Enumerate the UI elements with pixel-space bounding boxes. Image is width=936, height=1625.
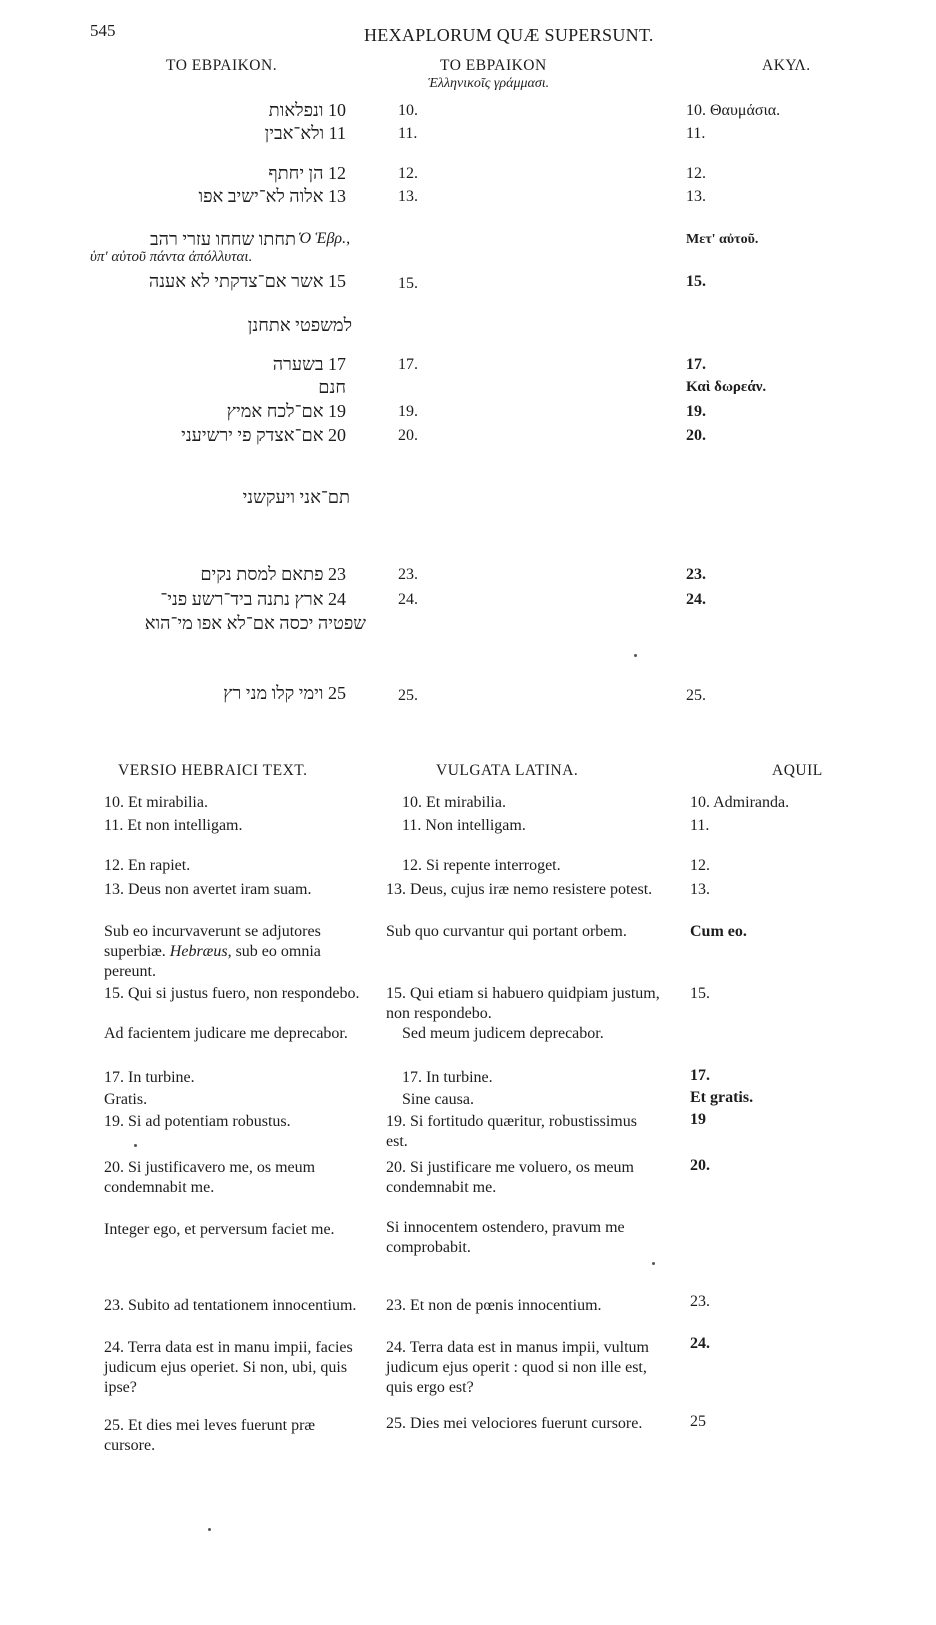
hebrew-verse-19: 19 אם־לכח אמיץ (226, 401, 346, 421)
hebrew-verse-24: 24 ארץ נתנה ביד־רשע פני־ (160, 589, 346, 609)
greek-num-12: 12. (398, 165, 418, 182)
vulgata-12: 12. Si repente interroget. (402, 857, 561, 874)
versio-17: 17. In turbine. (104, 1069, 195, 1086)
aquila-latin-17: 17. (690, 1067, 710, 1084)
versio-14-tail: sub eo omnia pereunt. (104, 943, 321, 980)
hebrew-verse-20: 20 אם־אצדק פי ירשיעני (181, 425, 346, 445)
ink-speck (134, 1144, 137, 1147)
hebrew-verse-16: למשפטי אתחנן (247, 315, 352, 335)
hebrew-verse-14: תחתו שחחו עזרי רהב (149, 229, 296, 249)
versio-16: Ad facientem judicare me deprecabor. (104, 1025, 348, 1042)
hebrew-verse-11: 11 ולא־אבין (264, 123, 346, 143)
aquila-latin-25: 25 (690, 1413, 706, 1430)
versio-10: 10. Et mirabilia. (104, 794, 208, 811)
greek-num-13: 13. (398, 188, 418, 205)
versio-15: 15. Qui si justus fuero, non respondebo. (104, 985, 360, 1002)
vulgata-15: 15. Qui etiam si habuero quidpiam justum, non respondebo. (386, 985, 660, 1022)
greek-num-17: 17. (398, 356, 418, 373)
greek-num-11: 11. (398, 125, 418, 142)
hebrew-verse-15: 15 אשר אם־צדקתי לא אענה (148, 271, 346, 291)
hebrew-verse-21: תם־אני ויעקשני (242, 487, 350, 507)
vulgata-24: 24. Terra data est in manus impii, vultum judicum ejus operit : quod si non ille est, quis ergo est? (386, 1339, 649, 1396)
hebrew-verse-10: 10 ונפלאות (268, 100, 346, 120)
aquila-latin-14: Cum eo. (690, 923, 747, 940)
greek-num-15: 15. (398, 275, 418, 292)
vulgata-11: 11. Non intelligam. (402, 817, 526, 834)
aquila-24: 24. (686, 591, 706, 608)
greek-num-24: 24. (398, 591, 418, 608)
versio-20: 20. Si justificavero me, os meum condemnabit me. (104, 1159, 316, 1196)
hebrew-verse-13: 13 אלוה לא־ישיב אפו (198, 186, 346, 206)
aquila-latin-12: 12. (690, 857, 710, 874)
aquila-14: Μετ' αὐτοῦ. (686, 232, 759, 247)
ink-speck (652, 1262, 655, 1265)
aquila-12: 12. (686, 165, 706, 182)
aquila-latin-20: 20. (690, 1157, 710, 1174)
col-hebrew-title: TO EBPAIKON. (166, 57, 278, 74)
hebrew-verse-25: 25 וימי קלו מני רץ (223, 683, 346, 703)
vulgata-10: 10. Et mirabilia. (402, 794, 506, 811)
versio-14-hebraeus: Hebræus, (169, 943, 232, 960)
greek-note-text: ὑπ' αὐτοῦ πάντα ἀπόλλυται. (90, 249, 253, 265)
versio-25: 25. Et dies mei leves fuerunt præ cursore. (104, 1417, 316, 1454)
greek-num-19: 19. (398, 403, 418, 420)
vulgata-19: 19. Si fortitudo quæritur, robustissimus est. (386, 1113, 637, 1150)
vulgata-20: 20. Si justificare me voluero, os meum condemnabit me. (386, 1159, 634, 1196)
hebrew-verse-18: חנם (318, 377, 346, 397)
aquila-13: 13. (686, 188, 706, 205)
versio-23: 23. Subito ad tentationem innocentium. (104, 1297, 357, 1314)
aquila-18: Καὶ δωρεάν. (686, 379, 767, 395)
versio-19: 19. Si ad potentiam robustus. (104, 1113, 291, 1130)
hebrew-verse-23: 23 פתאם למסת נקים (200, 564, 346, 584)
aquila-latin-11: 11. (690, 817, 710, 834)
aquila-25: 25. (686, 687, 706, 704)
greek-num-25: 25. (398, 687, 418, 704)
greek-note-hebraeus: Ὁ Ἑβρ., (298, 230, 351, 247)
aquila-11: 11. (686, 125, 706, 142)
versio-21: Integer ego, et perversum faciet me. (104, 1221, 335, 1238)
vulgata-14: Sub quo curvantur qui portant orbem. (386, 923, 627, 940)
aquila-latin-10: 10. Admiranda. (690, 794, 790, 811)
aquila-latin-24: 24. (690, 1335, 710, 1352)
running-title: HEXAPLORUM QUÆ SUPERSUNT. (364, 25, 654, 45)
aquila-latin-23: 23. (690, 1293, 710, 1310)
vulgata-21: Si innocentem ostendero, pravum me comprobabit. (386, 1219, 625, 1256)
aquila-latin-19: 19 (690, 1111, 706, 1128)
aquila-10: 10. Θαυμάσια. (686, 102, 781, 119)
hebrew-verse-17: 17 בשערה (272, 354, 346, 374)
col-aquila-title: ΑΚΥΛ. (762, 57, 811, 74)
col-greek-letters-title: TO EBPAIKON (440, 57, 547, 74)
versio-24: 24. Terra data est in manu impii, facies judicum ejus operiet. Si non, ubi, quis ipse? (104, 1339, 353, 1396)
col-versio-title: VERSIO HEBRAICI TEXT. (118, 762, 308, 779)
aquila-latin-15: 15. (690, 985, 710, 1002)
aquila-17: 17. (686, 356, 706, 373)
hebrew-verse-12: 12 הן יחתף (268, 163, 346, 183)
versio-18: Gratis. (104, 1091, 148, 1108)
greek-num-20: 20. (398, 427, 418, 444)
greek-num-10: 10. (398, 102, 418, 119)
aquila-20: 20. (686, 427, 706, 444)
versio-13: 13. Deus non avertet iram suam. (104, 881, 312, 898)
ink-speck (208, 1528, 211, 1531)
vulgata-13: 13. Deus, cujus iræ nemo resistere potest. (386, 881, 653, 898)
page-number: 545 (90, 21, 116, 40)
vulgata-17: 17. In turbine. (402, 1069, 493, 1086)
hebrew-verse-24-cont: שפטיה יכסה אם־לא אפו מי־הוא (144, 613, 366, 633)
col-aquila-latin-title: AQUIL (772, 762, 823, 779)
vulgata-16: Sed meum judicem deprecabor. (402, 1025, 604, 1042)
vulgata-18: Sine causa. (402, 1091, 474, 1108)
greek-num-23: 23. (398, 566, 418, 583)
aquila-latin-13: 13. (690, 881, 710, 898)
versio-14-text: Sub eo incurvaverunt se adjutores superbiæ. (104, 923, 321, 960)
col-vulgata-title: VULGATA LATINA. (436, 762, 579, 779)
aquila-19: 19. (686, 403, 706, 420)
aquila-latin-18: Et gratis. (690, 1089, 754, 1106)
versio-14 (104, 922, 368, 982)
col-greek-letters-subtitle: Ἑλληνικοῖς γράμμασι. (428, 76, 550, 91)
vulgata-23: 23. Et non de pœnis innocentium. (386, 1297, 602, 1314)
vulgata-25: 25. Dies mei velociores fuerunt cursore. (386, 1415, 643, 1432)
ink-speck (634, 654, 637, 657)
aquila-23: 23. (686, 566, 706, 583)
aquila-15: 15. (686, 273, 706, 290)
versio-12: 12. En rapiet. (104, 857, 191, 874)
versio-11: 11. Et non intelligam. (104, 817, 243, 834)
